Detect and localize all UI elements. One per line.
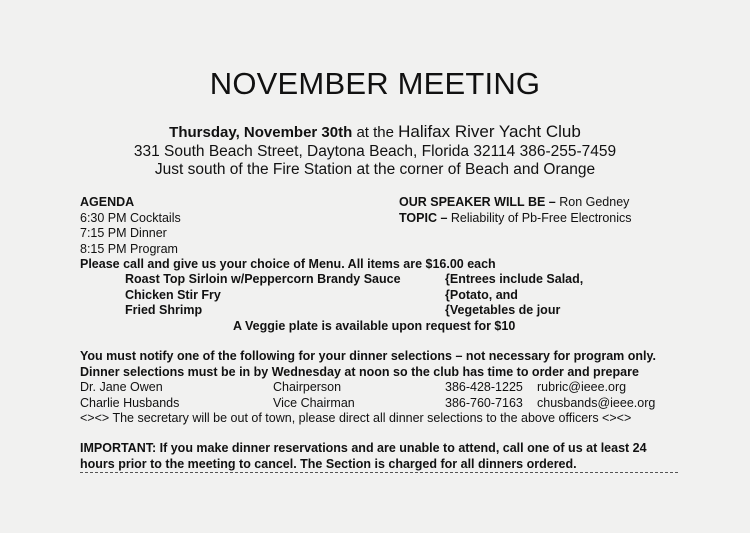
speaker-line xyxy=(399,195,629,209)
contact-phone: 386-760-7163 xyxy=(445,396,523,410)
menu-item: Fried Shrimp xyxy=(125,303,203,317)
topic-text: Reliability of Pb-Free Electronics xyxy=(450,211,632,225)
at-the-text: at the xyxy=(356,124,394,141)
secretary-note: <><> The secretary will be out of town, please direct all dinner selections to the above officers <><> xyxy=(80,411,632,425)
contact-email: chusbands@ieee.org xyxy=(537,396,656,410)
venue-name: Halifax River Yacht Club xyxy=(398,122,581,141)
page-title: NOVEMBER MEETING xyxy=(209,66,541,101)
topic-line xyxy=(399,211,632,225)
topic-label: TOPIC – xyxy=(399,211,448,225)
contact-name: Dr. Jane Owen xyxy=(80,380,163,394)
contact-phone: 386-428-1225 xyxy=(445,380,523,394)
menu-item: Chicken Stir Fry xyxy=(125,288,221,302)
speaker-name: Ron Gedney xyxy=(559,195,630,209)
menu-intro: Please call and give us your choice of Menu. All items are $16.00 each xyxy=(80,257,496,271)
contact-name: Charlie Husbands xyxy=(80,396,180,410)
contact-email: rubric@ieee.org xyxy=(537,380,627,394)
menu-note: {Vegetables de jour xyxy=(445,303,561,317)
veggie-note: A Veggie plate is available upon request for $10 xyxy=(233,319,516,333)
menu-item: Roast Top Sirloin w/Peppercorn Brandy Sauce xyxy=(125,272,401,286)
venue-address: 331 South Beach Street, Daytona Beach, Florida 32114 386-255-7459 xyxy=(133,143,617,160)
notify-line-2: Dinner selections must be in by Wednesday at noon so the club has time to order and prepare xyxy=(80,365,639,379)
dashed-divider xyxy=(80,472,678,473)
contact-role: Vice Chairman xyxy=(273,396,355,410)
important-line-2: hours prior to the meeting to cancel. The Section is charged for all dinners ordered. xyxy=(80,457,577,471)
notify-line-1: You must notify one of the following for your dinner selections – not necessary for program only. xyxy=(80,349,656,363)
agenda-item: 7:15 PM Dinner xyxy=(80,226,167,240)
agenda-item: 8:15 PM Program xyxy=(80,242,178,256)
menu-note: {Entrees include Salad, xyxy=(445,272,584,286)
important-line-1: IMPORTANT: If you make dinner reservations and are unable to attend, call one of us at least 24 xyxy=(80,441,647,455)
meeting-date: Thursday, November 30th xyxy=(169,124,353,141)
venue-directions: Just south of the Fire Station at the corner of Beach and Orange xyxy=(154,161,596,178)
contact-role: Chairperson xyxy=(273,380,342,394)
agenda-heading: AGENDA xyxy=(80,195,135,209)
agenda-item: 6:30 PM Cocktails xyxy=(80,211,181,225)
speaker-label: OUR SPEAKER WILL BE – xyxy=(399,195,556,209)
meeting-date-line xyxy=(0,122,750,142)
menu-note: {Potato, and xyxy=(445,288,518,302)
